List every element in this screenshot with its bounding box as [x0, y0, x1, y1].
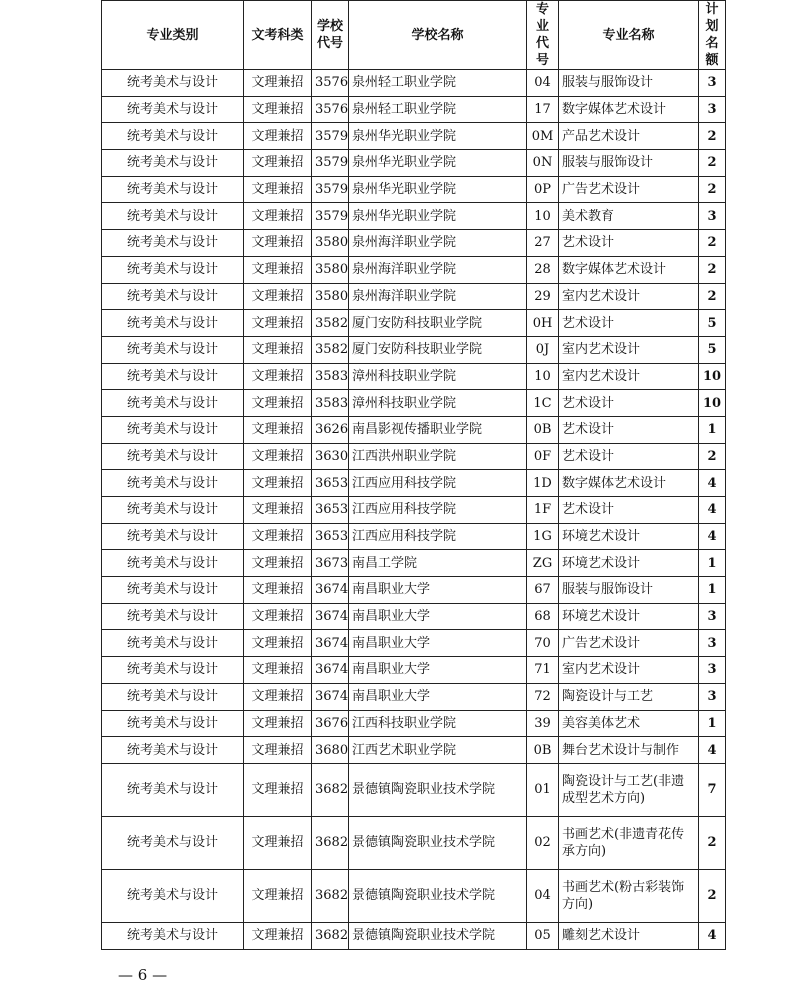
cell-school-code: 3653	[312, 497, 349, 524]
cell-school-code: 3582	[312, 310, 349, 337]
cell-major-name: 书画艺术(粉古彩装饰方向)	[559, 869, 699, 922]
cell-subject: 文理兼招	[244, 70, 312, 97]
cell-school-name: 漳州科技职业学院	[349, 363, 527, 390]
cell-school-name: 泉州海洋职业学院	[349, 230, 527, 257]
cell-category: 统考美术与设计	[102, 497, 244, 524]
cell-quota: 2	[699, 123, 726, 150]
cell-quota: 3	[699, 683, 726, 710]
cell-category: 统考美术与设计	[102, 816, 244, 869]
cell-school-code: 3682	[312, 816, 349, 869]
cell-major-name: 艺术设计	[559, 390, 699, 417]
cell-major-code: 1D	[527, 470, 559, 497]
cell-major-code: 1F	[527, 497, 559, 524]
table-row	[102, 710, 726, 737]
cell-subject: 文理兼招	[244, 683, 312, 710]
cell-subject: 文理兼招	[244, 737, 312, 764]
cell-major-name: 书画艺术(非遗青花传承方向)	[559, 816, 699, 869]
cell-major-code: 67	[527, 577, 559, 604]
table-row	[102, 577, 726, 604]
cell-quota: 2	[699, 869, 726, 922]
cell-quota: 1	[699, 577, 726, 604]
cell-major-name: 服装与服饰设计	[559, 150, 699, 177]
cell-quota: 5	[699, 336, 726, 363]
cell-major-name: 产品艺术设计	[559, 123, 699, 150]
table-row	[102, 683, 726, 710]
cell-quota: 1	[699, 416, 726, 443]
table-row	[102, 230, 726, 257]
table-row	[102, 363, 726, 390]
cell-subject: 文理兼招	[244, 283, 312, 310]
cell-category: 统考美术与设计	[102, 70, 244, 97]
table-row	[102, 123, 726, 150]
cell-school-code: 3580	[312, 283, 349, 310]
cell-school-name: 泉州轻工职业学院	[349, 70, 527, 97]
cell-category: 统考美术与设计	[102, 737, 244, 764]
cell-major-code: 04	[527, 869, 559, 922]
cell-major-name: 艺术设计	[559, 497, 699, 524]
cell-major-name: 艺术设计	[559, 416, 699, 443]
cell-school-name: 泉州海洋职业学院	[349, 283, 527, 310]
cell-category: 统考美术与设计	[102, 363, 244, 390]
cell-category: 统考美术与设计	[102, 203, 244, 230]
header-quota: 计划名额	[699, 1, 726, 70]
cell-quota: 7	[699, 763, 726, 816]
cell-school-name: 江西科技职业学院	[349, 710, 527, 737]
cell-school-name: 景德镇陶瓷职业技术学院	[349, 922, 527, 949]
cell-major-code: 39	[527, 710, 559, 737]
cell-quota: 3	[699, 603, 726, 630]
cell-subject: 文理兼招	[244, 869, 312, 922]
cell-school-code: 3583	[312, 390, 349, 417]
cell-quota: 4	[699, 523, 726, 550]
cell-major-name: 环境艺术设计	[559, 603, 699, 630]
cell-school-name: 南昌职业大学	[349, 603, 527, 630]
cell-school-code: 3674	[312, 603, 349, 630]
cell-subject: 文理兼招	[244, 123, 312, 150]
cell-quota: 2	[699, 816, 726, 869]
cell-school-name: 江西应用科技学院	[349, 523, 527, 550]
cell-school-name: 南昌职业大学	[349, 683, 527, 710]
cell-school-name: 景德镇陶瓷职业技术学院	[349, 869, 527, 922]
cell-major-code: 0J	[527, 336, 559, 363]
cell-school-code: 3576	[312, 70, 349, 97]
cell-school-name: 南昌职业大学	[349, 630, 527, 657]
cell-subject: 文理兼招	[244, 203, 312, 230]
cell-school-name: 南昌影视传播职业学院	[349, 416, 527, 443]
header-major-name: 专业名称	[559, 1, 699, 70]
cell-major-name: 广告艺术设计	[559, 176, 699, 203]
cell-school-code: 3674	[312, 630, 349, 657]
cell-quota: 3	[699, 203, 726, 230]
table-row	[102, 869, 726, 922]
cell-major-code: 02	[527, 816, 559, 869]
table-row	[102, 603, 726, 630]
cell-school-name: 泉州华光职业学院	[349, 150, 527, 177]
cell-category: 统考美术与设计	[102, 96, 244, 123]
cell-major-name: 服装与服饰设计	[559, 577, 699, 604]
cell-category: 统考美术与设计	[102, 123, 244, 150]
table-row	[102, 470, 726, 497]
cell-school-code: 3582	[312, 336, 349, 363]
cell-subject: 文理兼招	[244, 310, 312, 337]
page-number: — 6 —	[118, 966, 168, 984]
cell-school-code: 3626	[312, 416, 349, 443]
cell-school-name: 景德镇陶瓷职业技术学院	[349, 816, 527, 869]
cell-major-code: 01	[527, 763, 559, 816]
cell-major-code: 72	[527, 683, 559, 710]
cell-major-name: 室内艺术设计	[559, 283, 699, 310]
cell-major-name: 室内艺术设计	[559, 657, 699, 684]
cell-major-code: 0B	[527, 416, 559, 443]
header-school-code: 学校代号	[312, 1, 349, 70]
cell-school-name: 景德镇陶瓷职业技术学院	[349, 763, 527, 816]
cell-school-name: 泉州华光职业学院	[349, 123, 527, 150]
cell-category: 统考美术与设计	[102, 683, 244, 710]
cell-major-name: 数字媒体艺术设计	[559, 96, 699, 123]
table-row	[102, 336, 726, 363]
cell-category: 统考美术与设计	[102, 710, 244, 737]
table-row	[102, 497, 726, 524]
cell-major-code: 70	[527, 630, 559, 657]
cell-school-name: 江西应用科技学院	[349, 470, 527, 497]
cell-school-code: 3583	[312, 363, 349, 390]
cell-major-code: 0N	[527, 150, 559, 177]
cell-major-code: 0M	[527, 123, 559, 150]
cell-quota: 2	[699, 283, 726, 310]
cell-subject: 文理兼招	[244, 336, 312, 363]
cell-school-name: 南昌工学院	[349, 550, 527, 577]
table-row	[102, 70, 726, 97]
cell-subject: 文理兼招	[244, 256, 312, 283]
cell-quota: 10	[699, 363, 726, 390]
cell-quota: 10	[699, 390, 726, 417]
cell-quota: 3	[699, 630, 726, 657]
cell-subject: 文理兼招	[244, 657, 312, 684]
cell-subject: 文理兼招	[244, 710, 312, 737]
cell-school-name: 泉州海洋职业学院	[349, 256, 527, 283]
cell-subject: 文理兼招	[244, 577, 312, 604]
cell-school-name: 江西应用科技学院	[349, 497, 527, 524]
table-row	[102, 256, 726, 283]
table-row	[102, 283, 726, 310]
cell-quota: 2	[699, 150, 726, 177]
cell-quota: 5	[699, 310, 726, 337]
cell-major-name: 雕刻艺术设计	[559, 922, 699, 949]
cell-school-code: 3653	[312, 470, 349, 497]
cell-quota: 2	[699, 176, 726, 203]
cell-school-code: 3682	[312, 763, 349, 816]
cell-subject: 文理兼招	[244, 150, 312, 177]
cell-school-name: 南昌职业大学	[349, 577, 527, 604]
cell-major-code: 05	[527, 922, 559, 949]
cell-school-name: 江西艺术职业学院	[349, 737, 527, 764]
cell-category: 统考美术与设计	[102, 550, 244, 577]
table-row	[102, 176, 726, 203]
cell-quota: 4	[699, 737, 726, 764]
cell-school-code: 3576	[312, 96, 349, 123]
cell-major-name: 陶瓷设计与工艺(非遗成型艺术方向)	[559, 763, 699, 816]
cell-category: 统考美术与设计	[102, 230, 244, 257]
cell-category: 统考美术与设计	[102, 630, 244, 657]
cell-school-code: 3579	[312, 123, 349, 150]
cell-category: 统考美术与设计	[102, 603, 244, 630]
cell-major-name: 艺术设计	[559, 310, 699, 337]
cell-school-code: 3674	[312, 657, 349, 684]
cell-subject: 文理兼招	[244, 176, 312, 203]
cell-major-code: 27	[527, 230, 559, 257]
cell-quota: 4	[699, 497, 726, 524]
cell-category: 统考美术与设计	[102, 763, 244, 816]
cell-category: 统考美术与设计	[102, 256, 244, 283]
cell-subject: 文理兼招	[244, 443, 312, 470]
table-row	[102, 523, 726, 550]
cell-school-name: 泉州华光职业学院	[349, 203, 527, 230]
cell-school-code: 3579	[312, 176, 349, 203]
cell-school-name: 漳州科技职业学院	[349, 390, 527, 417]
cell-school-name: 南昌职业大学	[349, 657, 527, 684]
cell-school-name: 泉州华光职业学院	[349, 176, 527, 203]
cell-major-code: 68	[527, 603, 559, 630]
cell-school-code: 3673	[312, 550, 349, 577]
table-row	[102, 763, 726, 816]
cell-category: 统考美术与设计	[102, 869, 244, 922]
admission-plan-table	[101, 0, 726, 950]
cell-subject: 文理兼招	[244, 390, 312, 417]
cell-major-name: 服装与服饰设计	[559, 70, 699, 97]
cell-major-code: 04	[527, 70, 559, 97]
cell-major-name: 艺术设计	[559, 443, 699, 470]
cell-quota: 3	[699, 96, 726, 123]
table-row	[102, 203, 726, 230]
cell-subject: 文理兼招	[244, 470, 312, 497]
cell-quota: 1	[699, 710, 726, 737]
cell-major-code: ZG	[527, 550, 559, 577]
cell-subject: 文理兼招	[244, 763, 312, 816]
cell-subject: 文理兼招	[244, 816, 312, 869]
cell-school-code: 3682	[312, 869, 349, 922]
header-subject: 文考科类	[244, 1, 312, 70]
table-row	[102, 630, 726, 657]
cell-major-name: 室内艺术设计	[559, 336, 699, 363]
cell-category: 统考美术与设计	[102, 390, 244, 417]
cell-category: 统考美术与设计	[102, 416, 244, 443]
table-row	[102, 657, 726, 684]
table-row	[102, 416, 726, 443]
table-row	[102, 550, 726, 577]
cell-category: 统考美术与设计	[102, 310, 244, 337]
cell-major-name: 美术教育	[559, 203, 699, 230]
cell-major-code: 1G	[527, 523, 559, 550]
cell-subject: 文理兼招	[244, 230, 312, 257]
table-row	[102, 150, 726, 177]
cell-school-code: 3580	[312, 256, 349, 283]
cell-major-name: 舞台艺术设计与制作	[559, 737, 699, 764]
cell-school-code: 3630	[312, 443, 349, 470]
table-body	[102, 70, 726, 950]
table-row	[102, 816, 726, 869]
cell-major-code: 0F	[527, 443, 559, 470]
cell-school-code: 3579	[312, 150, 349, 177]
cell-category: 统考美术与设计	[102, 577, 244, 604]
cell-major-code: 0H	[527, 310, 559, 337]
header-row	[102, 1, 726, 70]
cell-subject: 文理兼招	[244, 363, 312, 390]
cell-quota: 4	[699, 470, 726, 497]
cell-major-code: 71	[527, 657, 559, 684]
cell-major-code: 1C	[527, 390, 559, 417]
cell-major-name: 广告艺术设计	[559, 630, 699, 657]
cell-category: 统考美术与设计	[102, 283, 244, 310]
table-row	[102, 310, 726, 337]
cell-major-name: 环境艺术设计	[559, 523, 699, 550]
cell-category: 统考美术与设计	[102, 922, 244, 949]
cell-subject: 文理兼招	[244, 630, 312, 657]
cell-major-code: 10	[527, 363, 559, 390]
header-category: 专业类别	[102, 1, 244, 70]
cell-school-code: 3682	[312, 922, 349, 949]
cell-quota: 2	[699, 443, 726, 470]
cell-category: 统考美术与设计	[102, 470, 244, 497]
cell-school-code: 3674	[312, 683, 349, 710]
cell-quota: 1	[699, 550, 726, 577]
cell-quota: 3	[699, 70, 726, 97]
cell-quota: 2	[699, 230, 726, 257]
cell-school-code: 3680	[312, 737, 349, 764]
cell-school-code: 3676	[312, 710, 349, 737]
header-major-code: 专业代号	[527, 1, 559, 70]
table-row	[102, 737, 726, 764]
cell-subject: 文理兼招	[244, 922, 312, 949]
cell-school-name: 江西洪州职业学院	[349, 443, 527, 470]
cell-school-code: 3579	[312, 203, 349, 230]
cell-quota: 3	[699, 657, 726, 684]
cell-subject: 文理兼招	[244, 416, 312, 443]
cell-category: 统考美术与设计	[102, 336, 244, 363]
cell-major-code: 17	[527, 96, 559, 123]
cell-school-name: 泉州轻工职业学院	[349, 96, 527, 123]
cell-major-name: 数字媒体艺术设计	[559, 256, 699, 283]
table-row	[102, 922, 726, 949]
cell-major-code: 0B	[527, 737, 559, 764]
cell-category: 统考美术与设计	[102, 657, 244, 684]
cell-major-name: 陶瓷设计与工艺	[559, 683, 699, 710]
cell-major-code: 0P	[527, 176, 559, 203]
cell-school-code: 3674	[312, 577, 349, 604]
cell-major-name: 美容美体艺术	[559, 710, 699, 737]
cell-major-name: 艺术设计	[559, 230, 699, 257]
cell-category: 统考美术与设计	[102, 443, 244, 470]
cell-major-code: 29	[527, 283, 559, 310]
cell-school-name: 厦门安防科技职业学院	[349, 336, 527, 363]
table-row	[102, 443, 726, 470]
cell-subject: 文理兼招	[244, 96, 312, 123]
cell-school-code: 3580	[312, 230, 349, 257]
cell-quota: 2	[699, 256, 726, 283]
cell-subject: 文理兼招	[244, 497, 312, 524]
cell-category: 统考美术与设计	[102, 150, 244, 177]
cell-quota: 4	[699, 922, 726, 949]
cell-major-code: 10	[527, 203, 559, 230]
header-school-name: 学校名称	[349, 1, 527, 70]
cell-school-name: 厦门安防科技职业学院	[349, 310, 527, 337]
cell-major-name: 室内艺术设计	[559, 363, 699, 390]
cell-major-code: 28	[527, 256, 559, 283]
table-row	[102, 96, 726, 123]
cell-category: 统考美术与设计	[102, 176, 244, 203]
table-row	[102, 390, 726, 417]
cell-subject: 文理兼招	[244, 550, 312, 577]
cell-category: 统考美术与设计	[102, 523, 244, 550]
cell-major-name: 数字媒体艺术设计	[559, 470, 699, 497]
cell-school-code: 3653	[312, 523, 349, 550]
cell-major-name: 环境艺术设计	[559, 550, 699, 577]
cell-subject: 文理兼招	[244, 603, 312, 630]
cell-subject: 文理兼招	[244, 523, 312, 550]
